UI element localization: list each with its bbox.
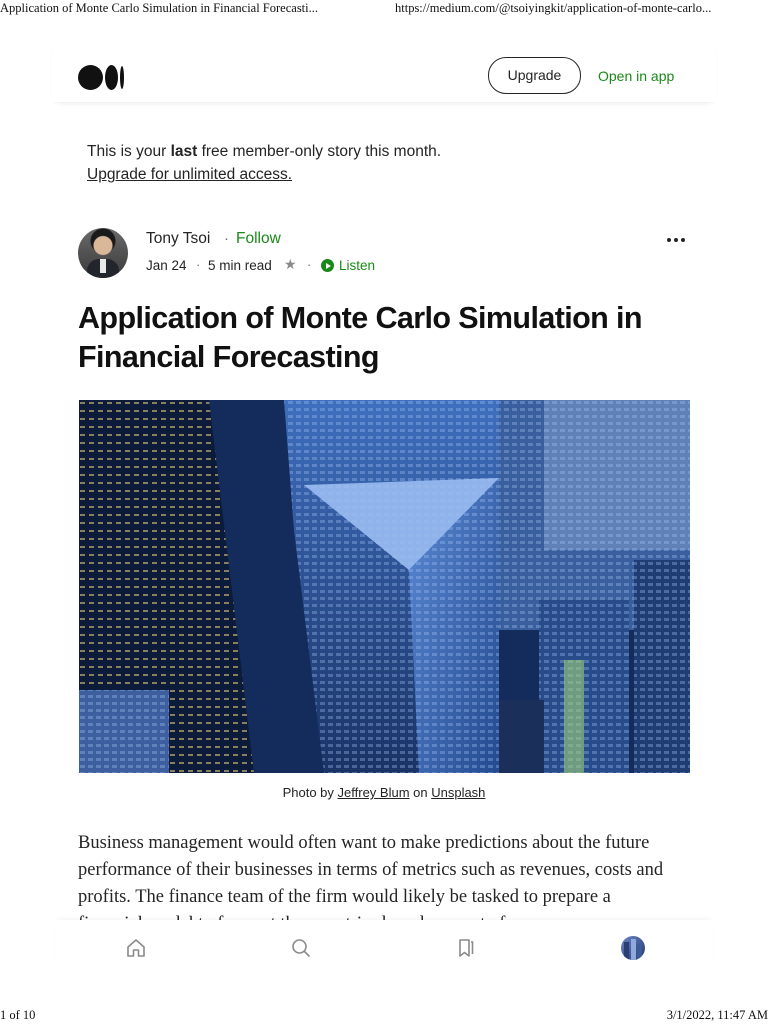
separator-dot: ·: [307, 257, 312, 272]
article-title: Application of Monte Carlo Simulation in Financial Forecasting: [78, 301, 642, 374]
follow-button[interactable]: Follow: [236, 230, 281, 247]
notice-text-after: free member-only story this month.: [197, 143, 442, 160]
print-footer: [0, 1008, 768, 1024]
member-only-notice: [87, 140, 441, 186]
medium-logo-icon[interactable]: [78, 64, 126, 90]
print-header-title: Application of Monte Carlo Simulation in Financial Forecasti...: [0, 1, 319, 15]
notice-text-bold: last: [170, 143, 198, 160]
publish-date: Jan 24: [146, 258, 187, 273]
member-star-icon: ★: [284, 256, 297, 272]
bookmarks-icon[interactable]: [454, 936, 478, 960]
read-time: 5 min read: [208, 258, 272, 273]
caption-mid: on: [409, 785, 432, 800]
author-name[interactable]: Tony Tsoi: [146, 230, 211, 247]
body-paragraph: Business management would often want to make predictions about the future performance of their businesses in terms of metrics such as revenues, costs and profits. The finance team of the firm would likely be tasked to prepare a: [78, 833, 664, 907]
print-header-url: https://medium.com/@tsoiyingkit/application-of-monte-carlo...: [395, 1, 712, 15]
hero-image: [79, 400, 690, 773]
upgrade-button[interactable]: Upgrade: [488, 57, 581, 94]
profile-avatar[interactable]: [621, 936, 645, 960]
caption-prefix: Photo by: [282, 785, 338, 800]
author-avatar[interactable]: [78, 228, 128, 278]
top-navigation-bar: [52, 40, 716, 102]
open-in-app-link[interactable]: Open in app: [598, 68, 675, 84]
search-icon[interactable]: [289, 936, 313, 960]
image-caption: [0, 785, 768, 800]
home-icon[interactable]: [124, 936, 148, 960]
play-icon[interactable]: [321, 259, 334, 272]
unsplash-link[interactable]: Unsplash: [431, 785, 486, 800]
bottom-navigation-bar: [55, 920, 713, 974]
more-options-icon[interactable]: [667, 238, 685, 242]
listen-button[interactable]: Listen: [339, 258, 376, 273]
photographer-link[interactable]: Jeffrey Blum: [337, 785, 410, 800]
upgrade-access-link[interactable]: Upgrade for unlimited access.: [87, 166, 293, 183]
page-number: 1 of 10: [0, 1008, 36, 1022]
separator-dot: ·: [224, 230, 229, 247]
print-header: [0, 0, 768, 18]
notice-text-before: This is your: [87, 143, 171, 160]
print-datetime: 3/1/2022, 11:47 AM: [666, 1008, 768, 1022]
separator-dot: ·: [196, 257, 201, 272]
